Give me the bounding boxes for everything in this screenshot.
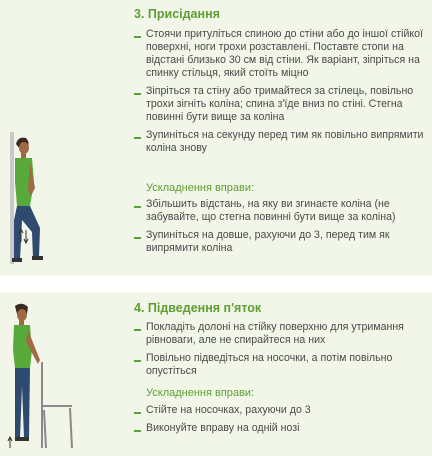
- list-item: Покладіть долоні на стійку поверхню для утримання рівноваги, але не спирайтеся на них: [134, 321, 426, 347]
- list-item: Зупиніться на секунду перед тим як повільно випрямити коліна знову: [134, 129, 426, 155]
- list-item: Збільшить відстань, на яку ви згинаєте коліна (не забувайте, що стегна повинні бути вище за коліна): [134, 198, 426, 224]
- list-item: Стоячи притуліться спиною до стіни або до іншої стійкої поверхні, ноги трохи розставлені. Поставте стопи на відстані близько 30 см від стіни. Як варіант, зіпріться на спинку стільця, який стоїть міцно: [134, 28, 426, 80]
- exercise-4-complications: [134, 404, 426, 440]
- exercise-3-title: 3. Присідання: [134, 7, 220, 21]
- neck: [19, 320, 24, 325]
- head: [17, 309, 27, 321]
- pants: [15, 368, 30, 438]
- exercise-4-panel: [0, 292, 432, 456]
- up-arrow-icon: [8, 437, 12, 448]
- exercise-3-complications: [134, 198, 426, 260]
- pants: [14, 206, 40, 260]
- shoe: [15, 437, 29, 441]
- list-item: Зупиніться на довше, рахуючи до 3, перед тим як випрямити коліна: [134, 229, 426, 255]
- wall-squat-illustration: [0, 130, 60, 270]
- exercise-4-title: 4. Підведення п'яток: [134, 301, 262, 315]
- exercise-4-complication-heading: Ускладнення вправи:: [146, 387, 255, 399]
- list-item: Повільно підведіться на носочки, а потім повільно опустіться: [134, 352, 426, 378]
- exercise-3-steps: [134, 28, 426, 160]
- heel-raise-illustration: [0, 302, 80, 452]
- list-item: Стійте на носочках, рахуючи до 3: [134, 404, 426, 417]
- wall: [10, 132, 14, 264]
- shoe-back: [12, 258, 22, 262]
- shoe-front: [32, 256, 43, 260]
- list-item: Зіпріться та стіну або тримайтеся за стілець, повільно трохи зігніть коліна; спина з'їде вниз по стіні. Стегна повинні бути вище за коліна: [134, 85, 426, 124]
- exercise-3-complication-heading: Ускладнення вправи:: [146, 182, 255, 194]
- exercise-4-steps: [134, 321, 426, 383]
- chair-icon: [42, 362, 72, 448]
- head: [19, 142, 29, 154]
- neck: [21, 153, 26, 158]
- list-item: Виконуйте вправу на одній нозі: [134, 422, 426, 435]
